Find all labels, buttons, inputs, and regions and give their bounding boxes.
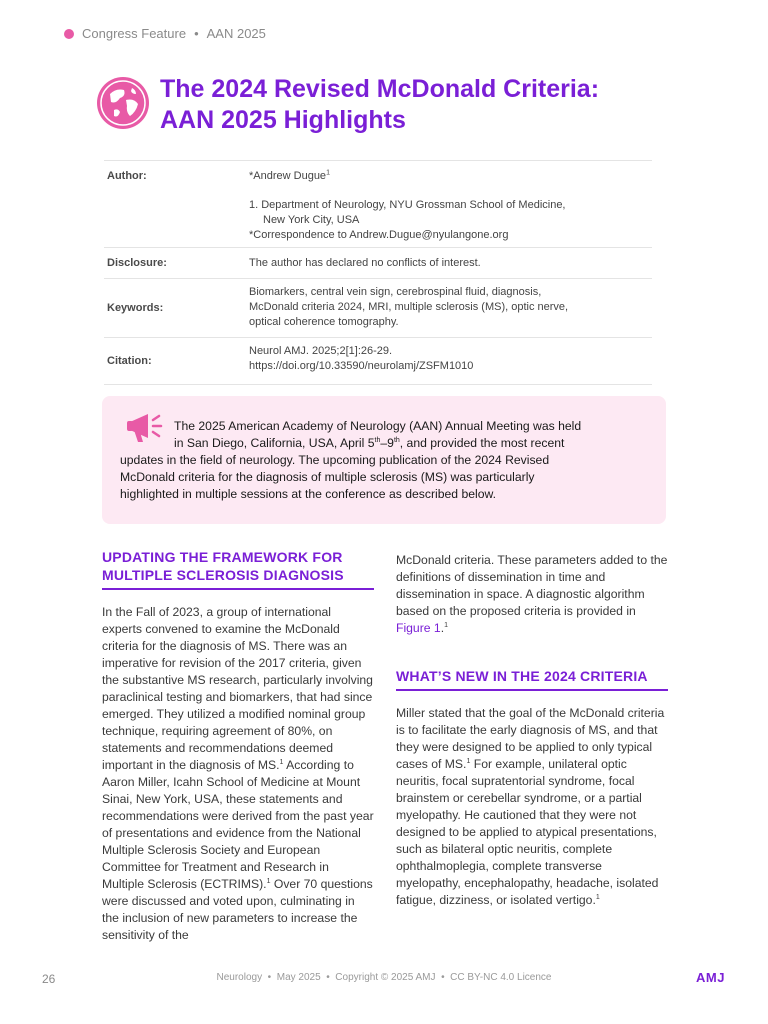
intro-callout xyxy=(102,396,666,524)
author-label: Author: xyxy=(107,170,147,182)
affiliation-line-1: 1. Department of Neurology, NYU Grossman School of Medicine, xyxy=(249,199,566,211)
separator: • xyxy=(194,26,199,41)
disclosure-text: The author has declared no conflicts of interest. xyxy=(249,256,481,269)
keywords-line-2: McDonald criteria 2024, MRI, multiple sclerosis (MS), optic nerve, xyxy=(249,301,569,313)
callout-line-5: highlighted in multiple sessions at the conference as described below. xyxy=(120,487,497,501)
body-paragraph-1: In the Fall of 2023, a group of international experts convened to examine the McDonald criteria for the diagnosis of MS. There was an imperative for revision of the 2017 criteria, given the substantive MS research, particularly involving paraclinical testing and biomarkers, that had since emerged. They utilized a modified nominal group technique, requiring agreement of 80%, on statements and recommendations deemed important in the diagnosis of MS.$^1$ According to Aaron Miller, Icahn School of Medicine at Mount Sinai, New York, USA, these statements and recommendations were derived from the past year of presentations and evidence from the National Multiple Sclerosis Society and European Committee for Treatment and Research in Multiple Sclerosis (ECTRIMS).$^1$ Over 70 questions were discussed and voted upon, culminating in the inclusion of new parameters to increase the sensitivity of the xyxy=(102,605,374,942)
keywords-line-1: Biomarkers, central vein sign, cerebrospinal fluid, diagnosis, xyxy=(249,286,542,298)
keywords-row xyxy=(104,279,652,338)
author-name-line xyxy=(249,169,652,184)
page-number: 26 xyxy=(42,972,56,986)
callout-text xyxy=(120,418,640,503)
body-paragraph-continued: McDonald criteria. These parameters added to the definitions of dissemination in time and dissemination in space. A diagnostic algorithm based on the proposed criteria is provided in Figure 1.$^1$ xyxy=(396,553,668,635)
callout-line-2: in San Diego, California, USA, April 5th–9th, and provided the most recent xyxy=(174,436,565,450)
footer-info: Neurology • May 2025 • Copyright © 2025 AMJ • CC BY-NC 4.0 Licence xyxy=(216,972,552,983)
title-line-1: The 2024 Revised McDonald Criteria: xyxy=(160,75,600,103)
metadata-table xyxy=(104,160,652,385)
amj-logo: AMJ xyxy=(696,970,725,985)
right-column xyxy=(396,552,668,909)
title-line-2: AAN 2025 Highlights xyxy=(160,106,406,134)
author-name: *Andrew Dugue xyxy=(249,170,327,182)
left-column xyxy=(102,548,374,944)
affiliation-line-2: New York City, USA xyxy=(263,214,360,226)
author-sup: 1 xyxy=(326,169,330,177)
heading-2: WHAT’S NEW IN THE 2024 CRITERIA xyxy=(396,668,648,684)
callout-line-3: updates in the field of neurology. The upcoming publication of the 2024 Revised xyxy=(120,453,550,467)
figure-1-link[interactable]: Figure 1 xyxy=(396,621,441,635)
correspondence: *Correspondence to Andrew.Dugue@nyulangone.org xyxy=(249,229,509,241)
citation-row xyxy=(104,338,652,385)
callout-line-4: McDonald criteria for the diagnosis of multiple sclerosis (MS) was particularly xyxy=(120,470,535,484)
citation-line-1: Neurol AMJ. 2025;2[1]:26-29. xyxy=(249,345,393,357)
section-name: Congress Feature xyxy=(82,26,187,41)
section-label xyxy=(64,26,266,41)
globe-icon xyxy=(96,76,150,130)
bullet-dot-icon xyxy=(64,29,74,39)
keywords-label: Keywords: xyxy=(107,301,164,314)
heading-1-line-1: UPDATING THE FRAMEWORK FOR xyxy=(102,549,343,565)
disclosure-row xyxy=(104,248,652,279)
keywords-line-3: optical coherence tomography. xyxy=(249,316,399,328)
section-heading-2 xyxy=(396,667,668,691)
citation-label: Citation: xyxy=(107,354,152,367)
callout-line-1: The 2025 American Academy of Neurology (AAN) Annual Meeting was held xyxy=(174,419,582,433)
article-title xyxy=(160,74,720,136)
author-row xyxy=(104,161,652,248)
doi-link[interactable]: https://doi.org/10.33590/neurolamj/ZSFM1010 xyxy=(249,360,474,372)
disclosure-label: Disclosure: xyxy=(107,256,167,269)
body-paragraph-2: Miller stated that the goal of the McDonald criteria is to facilitate the early diagnosis of MS, and that they were designed to be applied to only typical cases of MS.$^1$ For example, unilateral optic neuritis, focal supratentorial syndrome, focal brainstem or cerebellar syndrome, or a partial myelopathy. He cautioned that they were not designed to be applied to atypical presentations, such as bilateral optic neuritis, complete ophthalmoplegia, complete transverse myelopathy, encephalopathy, headache, isolated fatigue, dizziness, or isolated vertigo.$^1$ xyxy=(396,706,665,907)
heading-1-line-2: MULTIPLE SCLEROSIS DIAGNOSIS xyxy=(102,567,344,583)
event-name: AAN 2025 xyxy=(206,26,266,41)
section-heading-1 xyxy=(102,548,374,590)
